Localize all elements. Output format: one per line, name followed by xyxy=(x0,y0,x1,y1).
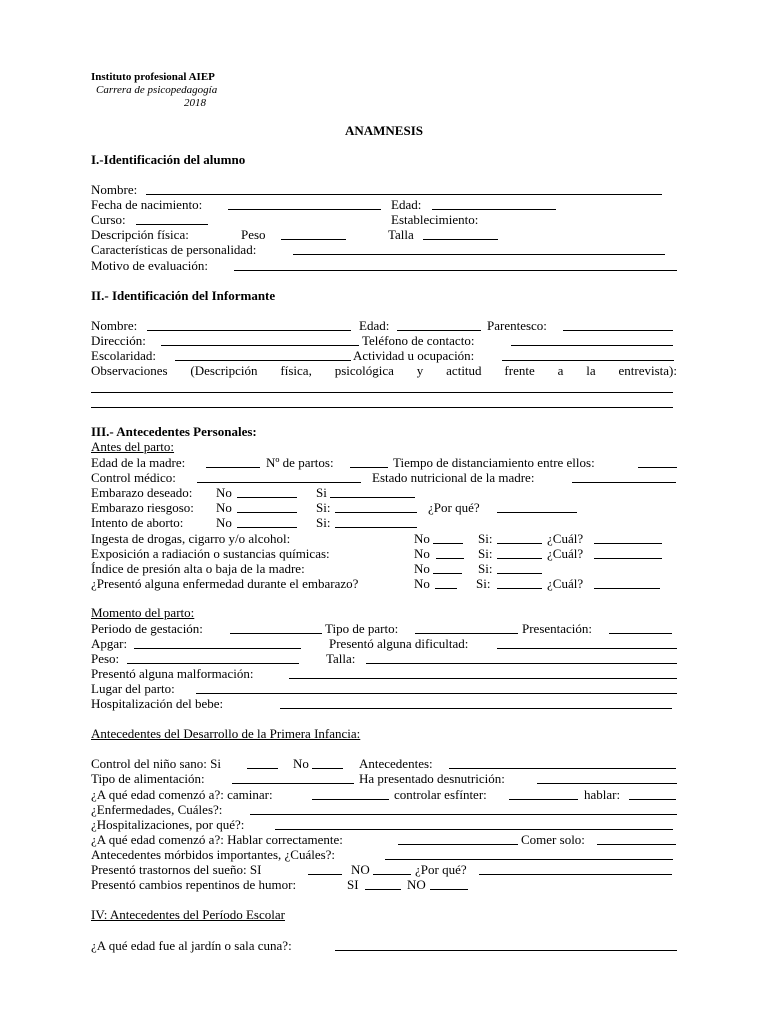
field-riesgoso-no[interactable] xyxy=(237,512,297,513)
field-direccion[interactable] xyxy=(161,345,359,346)
row-embarazo-deseado xyxy=(91,485,677,500)
row-apgar xyxy=(91,636,677,651)
field-control-medico[interactable] xyxy=(197,482,361,483)
label-si: Si: xyxy=(476,576,491,591)
label-exposicion-radiacion: Exposición a radiación o sustancias químicas: xyxy=(91,546,330,561)
field-enfermedad-no[interactable] xyxy=(435,588,457,589)
label-estado-nutricional: Estado nutricional de la madre: xyxy=(372,470,535,485)
section-1-heading: I.-Identificación del alumno xyxy=(91,152,246,167)
label-direccion: Dirección: xyxy=(91,333,146,348)
label-si: Si: xyxy=(478,561,493,576)
row-peso-talla xyxy=(91,651,677,666)
row-informante-nombre xyxy=(91,318,677,333)
field-radiacion-cual[interactable] xyxy=(594,558,662,559)
row-enfermedades xyxy=(91,802,677,817)
row-trastornos-sueno xyxy=(91,862,677,877)
row-periodo-gestacion xyxy=(91,621,677,636)
label-edad-comenzo-caminar: ¿A qué edad comenzó a?: caminar: xyxy=(91,787,273,802)
label-si: Si xyxy=(316,485,327,500)
row-tipo-alimentacion xyxy=(91,771,677,786)
label-antecedentes-morbidos: Antecedentes mórbidos importantes, ¿Cuáles?: xyxy=(91,847,336,862)
label-presion-madre: Índice de presión alta o baja de la madre: xyxy=(91,561,305,576)
row-presion-madre xyxy=(91,561,677,576)
label-observaciones: Observaciones (Descripción física, psicológica y actitud frente a la entrevista): xyxy=(91,363,677,378)
label-no: NO xyxy=(351,862,370,877)
field-enfermedad-cual[interactable] xyxy=(594,588,660,589)
field-tipo-parto[interactable] xyxy=(415,633,518,634)
field-presion-si[interactable] xyxy=(497,573,542,574)
label-comer-solo: Comer solo: xyxy=(521,832,585,847)
label-peso: Peso xyxy=(241,227,266,242)
field-numero-partos[interactable] xyxy=(350,467,388,468)
field-desnutricion[interactable] xyxy=(537,783,677,784)
label-por-que: ¿Por qué? xyxy=(428,500,480,515)
field-observaciones-line-2[interactable] xyxy=(91,407,673,408)
label-embarazo-riesgoso: Embarazo riesgoso: xyxy=(91,500,194,515)
field-hospitalizaciones[interactable] xyxy=(275,829,673,830)
field-lugar-parto[interactable] xyxy=(196,693,677,694)
field-comer-solo[interactable] xyxy=(597,844,676,845)
label-no: No xyxy=(216,515,232,530)
label-intento-aborto: Intento de aborto: xyxy=(91,515,184,530)
label-curso: Curso: xyxy=(91,212,126,227)
field-periodo-gestacion[interactable] xyxy=(230,633,322,634)
row-direccion xyxy=(91,333,677,348)
subheading-desarrollo-infancia: Antecedentes del Desarrollo de la Primera Infancia: xyxy=(91,726,361,741)
field-humor-no[interactable] xyxy=(430,889,468,890)
field-controlar-esfinter[interactable] xyxy=(509,799,578,800)
label-edad: Edad: xyxy=(391,197,422,212)
field-control-sano-si[interactable] xyxy=(247,768,278,769)
row-lugar-parto xyxy=(91,681,677,696)
field-jardin[interactable] xyxy=(335,950,677,951)
label-nombre: Nombre: xyxy=(91,318,138,333)
label-por-que: ¿Por qué? xyxy=(415,862,467,877)
label-ingesta-drogas: Ingesta de drogas, cigarro y/o alcohol: xyxy=(91,531,291,546)
label-embarazo-deseado: Embarazo deseado: xyxy=(91,485,193,500)
field-hablar[interactable] xyxy=(629,799,676,800)
label-si: Si: xyxy=(478,546,493,561)
label-actividad: Actividad u ocupación: xyxy=(353,348,475,363)
label-talla: Talla: xyxy=(326,651,356,666)
label-edad: Edad: xyxy=(359,318,390,333)
field-sueno-por-que[interactable] xyxy=(479,874,672,875)
row-cambios-humor xyxy=(91,877,677,892)
label-no: No xyxy=(414,561,430,576)
label-antecedentes: Antecedentes: xyxy=(359,756,433,771)
label-no: No xyxy=(216,485,232,500)
field-humor-si[interactable] xyxy=(365,889,401,890)
label-no: No xyxy=(414,576,430,591)
label-hablar: hablar: xyxy=(584,787,621,802)
field-radiacion-no[interactable] xyxy=(436,558,464,559)
row-edad-comenzo-caminar xyxy=(91,787,677,802)
field-radiacion-si[interactable] xyxy=(497,558,542,559)
field-apgar[interactable] xyxy=(134,648,301,649)
row-motivo xyxy=(91,258,677,273)
row-intento-aborto xyxy=(91,515,677,530)
career-name: Carrera de psicopedagogía xyxy=(96,84,218,96)
row-hospitalizaciones xyxy=(91,817,677,832)
row-jardin xyxy=(91,938,677,953)
field-talla-bebe[interactable] xyxy=(366,663,677,664)
label-periodo-gestacion: Periodo de gestación: xyxy=(91,621,203,636)
label-no: No xyxy=(414,531,430,546)
field-control-sano-no[interactable] xyxy=(312,768,343,769)
label-si: Si: xyxy=(316,500,331,515)
field-sueno-si[interactable] xyxy=(308,874,342,875)
label-cual: ¿Cuál? xyxy=(547,576,584,591)
field-deseado-si[interactable] xyxy=(330,497,415,498)
field-tipo-alimentacion[interactable] xyxy=(232,783,354,784)
label-control-nino-sano: Control del niño sano: Si xyxy=(91,756,221,771)
label-edad-madre: Edad de la madre: xyxy=(91,455,186,470)
label-jardin: ¿A qué edad fue al jardín o sala cuna?: xyxy=(91,938,292,953)
field-peso-bebe[interactable] xyxy=(127,663,299,664)
row-exposicion-radiacion xyxy=(91,546,677,561)
row-caracteristicas xyxy=(91,242,677,257)
subheading-momento-parto: Momento del parto: xyxy=(91,605,195,620)
label-establecimiento: Establecimiento: xyxy=(391,212,479,227)
label-trastornos-sueno: Presentó trastornos del sueño: SI xyxy=(91,862,262,877)
row-fecha-edad xyxy=(91,197,677,212)
field-curso[interactable] xyxy=(136,224,208,225)
institute-name: Instituto profesional AIEP xyxy=(91,71,215,83)
field-presion-no[interactable] xyxy=(433,573,462,574)
field-hospitalizacion-bebe[interactable] xyxy=(280,708,672,709)
row-antecedentes-morbidos xyxy=(91,847,677,862)
label-telefono: Teléfono de contacto: xyxy=(362,333,475,348)
field-riesgoso-por-que[interactable] xyxy=(497,512,577,513)
label-desnutricion: Ha presentado desnutrición: xyxy=(359,771,505,786)
row-escolaridad xyxy=(91,348,677,363)
label-tipo-alimentacion: Tipo de alimentación: xyxy=(91,771,205,786)
label-enfermedades: ¿Enfermedades, Cuáles?: xyxy=(91,802,223,817)
label-no: No xyxy=(414,546,430,561)
field-aborto-no[interactable] xyxy=(237,527,297,528)
subheading-antes-parto: Antes del parto: xyxy=(91,439,175,454)
field-drogas-no[interactable] xyxy=(433,543,463,544)
row-curso xyxy=(91,212,677,227)
label-motivo-evaluacion: Motivo de evaluación: xyxy=(91,258,208,273)
field-deseado-no[interactable] xyxy=(237,497,297,498)
label-caracteristicas: Características de personalidad: xyxy=(91,242,257,257)
row-nombre-alumno xyxy=(91,182,677,197)
field-estado-nutricional[interactable] xyxy=(572,482,676,483)
row-control-medico xyxy=(91,470,677,485)
label-no: No xyxy=(293,756,309,771)
label-si: Si: xyxy=(478,531,493,546)
field-nombre-informante[interactable] xyxy=(147,330,351,331)
field-malformacion[interactable] xyxy=(289,678,677,679)
label-fecha-nacimiento: Fecha de nacimiento: xyxy=(91,197,203,212)
field-edad-madre[interactable] xyxy=(206,467,260,468)
row-hospitalizacion-bebe xyxy=(91,696,677,711)
label-cambios-humor: Presentó cambios repentinos de humor: xyxy=(91,877,297,892)
field-actividad[interactable] xyxy=(502,360,674,361)
label-talla: Talla xyxy=(388,227,414,242)
year: 2018 xyxy=(184,97,206,109)
label-malformacion: Presentó alguna malformación: xyxy=(91,666,254,681)
field-edad-informante[interactable] xyxy=(397,330,481,331)
section-2-heading: II.- Identificación del Informante xyxy=(91,288,276,303)
label-si: Si: xyxy=(316,515,331,530)
label-presentacion: Presentación: xyxy=(522,621,593,636)
field-dificultad[interactable] xyxy=(497,648,677,649)
field-drogas-cual[interactable] xyxy=(594,543,662,544)
field-tiempo-distanciamiento[interactable] xyxy=(638,467,677,468)
row-enfermedad-embarazo xyxy=(91,576,677,591)
field-enfermedades[interactable] xyxy=(250,814,677,815)
section-3-heading: III.- Antecedentes Personales: xyxy=(91,424,257,439)
page-title: ANAMNESIS xyxy=(344,123,423,138)
label-tipo-parto: Tipo de parto: xyxy=(325,621,399,636)
label-nombre: Nombre: xyxy=(91,182,138,197)
field-parentesco[interactable] xyxy=(563,330,673,331)
row-descripcion xyxy=(91,227,677,242)
field-caminar[interactable] xyxy=(312,799,389,800)
field-talla-alumno[interactable] xyxy=(423,239,498,240)
field-edad-alumno[interactable] xyxy=(432,209,556,210)
label-cual: ¿Cuál? xyxy=(547,546,584,561)
field-peso-alumno[interactable] xyxy=(281,239,346,240)
row-hablar-correctamente xyxy=(91,832,677,847)
label-control-medico: Control médico: xyxy=(91,470,176,485)
label-apgar: Apgar: xyxy=(91,636,128,651)
label-controlar-esfinter: controlar esfínter: xyxy=(394,787,487,802)
field-sueno-no[interactable] xyxy=(373,874,411,875)
label-descripcion-fisica: Descripción física: xyxy=(91,227,189,242)
label-enfermedad-embarazo: ¿Presentó alguna enfermedad durante el embarazo? xyxy=(91,576,359,591)
field-antecedentes[interactable] xyxy=(449,768,676,769)
label-parentesco: Parentesco: xyxy=(487,318,547,333)
label-no: No xyxy=(216,500,232,515)
field-caracteristicas[interactable] xyxy=(293,254,665,255)
field-riesgoso-si[interactable] xyxy=(335,512,417,513)
label-escolaridad: Escolaridad: xyxy=(91,348,156,363)
label-hospitalizacion-bebe: Hospitalización del bebe: xyxy=(91,696,224,711)
subheading-periodo-escolar: IV: Antecedentes del Período Escolar xyxy=(91,907,285,922)
field-telefono[interactable] xyxy=(511,345,673,346)
label-dificultad: Presentó alguna dificultad: xyxy=(329,636,469,651)
field-drogas-si[interactable] xyxy=(497,543,542,544)
label-tiempo-distanciamiento: Tiempo de distanciamiento entre ellos: xyxy=(393,455,595,470)
field-escolaridad[interactable] xyxy=(175,360,351,361)
field-observaciones-line-1[interactable] xyxy=(91,392,673,393)
label-si: SI xyxy=(347,877,359,892)
field-nombre-alumno[interactable] xyxy=(146,194,662,195)
row-malformacion xyxy=(91,666,677,681)
label-numero-partos: Nº de partos: xyxy=(266,455,334,470)
row-ingesta-drogas xyxy=(91,531,677,546)
field-fecha-nacimiento[interactable] xyxy=(228,209,381,210)
field-motivo-evaluacion[interactable] xyxy=(234,270,677,271)
field-aborto-si[interactable] xyxy=(335,527,417,528)
field-hablar-correctamente[interactable] xyxy=(398,844,518,845)
field-antecedentes-morbidos[interactable] xyxy=(385,859,673,860)
label-hospitalizaciones: ¿Hospitalizaciones, por qué?: xyxy=(91,817,245,832)
field-enfermedad-si[interactable] xyxy=(497,588,542,589)
label-lugar-parto: Lugar del parto: xyxy=(91,681,175,696)
field-presentacion[interactable] xyxy=(609,633,672,634)
row-control-nino-sano xyxy=(91,756,677,771)
row-embarazo-riesgoso xyxy=(91,500,677,515)
label-hablar-correctamente: ¿A qué edad comenzó a?: Hablar correctamente: xyxy=(91,832,343,847)
label-peso: Peso: xyxy=(91,651,120,666)
label-no: NO xyxy=(407,877,426,892)
row-edad-madre xyxy=(91,455,677,470)
label-cual: ¿Cuál? xyxy=(547,531,584,546)
